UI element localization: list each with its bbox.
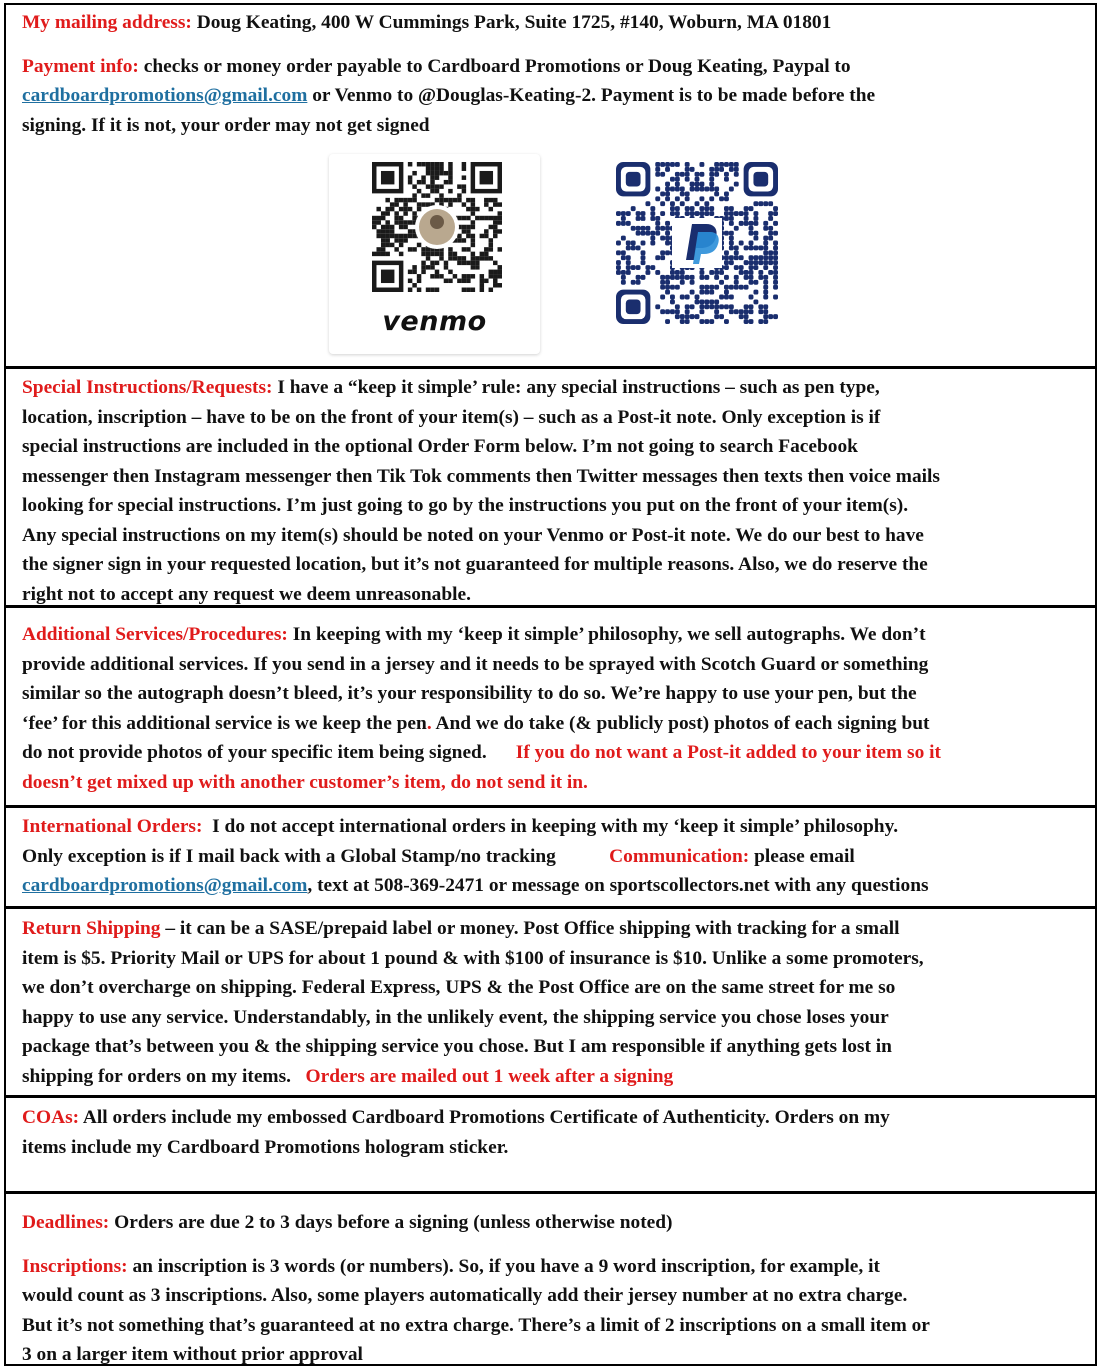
- communication-email-link[interactable]: cardboardpromotions@gmail.com: [22, 875, 308, 896]
- address-payment-section: [4, 3, 1097, 368]
- inscriptions-label: Inscriptions:: [22, 1255, 128, 1277]
- communication-label: Communication:: [609, 845, 750, 867]
- special-line: looking for special instructions. I’m just going to go by the instructions you put on the front of your item(s).: [22, 495, 909, 516]
- inscriptions: [22, 1252, 1095, 1367]
- venmo-qr-icon: [372, 162, 502, 292]
- shipping-line: – it can be a SASE/prepaid label or money. Post Office shipping with tracking for a small: [165, 918, 900, 939]
- additional-services-label: Additional Services/Procedures:: [22, 624, 288, 645]
- additional-line: In keeping with my ‘keep it simple’ philosophy, we sell autographs. We don’t: [292, 624, 926, 645]
- additional-line: do not provide photos of your specific item being signed.: [22, 742, 487, 763]
- deadlines-inscriptions-section: [4, 1192, 1097, 1366]
- inscriptions-line: 3 on a larger item without prior approval: [22, 1344, 363, 1365]
- special-line: Any special instructions on my item(s) should be noted on your Venmo or Post-it note. We do our best to have: [22, 524, 924, 546]
- payment-info-line2: or Venmo to @Douglas-Keating-2. Payment is to be made before the: [312, 85, 876, 106]
- inscriptions-line: would count as 3 inscriptions. Also, some players automatically add their jersey number at no extra charge.: [22, 1285, 908, 1306]
- coas: [22, 1103, 1095, 1162]
- international-orders: [22, 812, 1095, 901]
- special-instructions-label: Special Instructions/Requests:: [22, 377, 273, 398]
- qr-codes: [22, 140, 1095, 360]
- post-it-warning: doesn’t get mixed up with another customer’s item, do not send it in.: [22, 771, 588, 793]
- international-line1: I do not accept international orders in keeping with my ‘keep it simple’ philosophy.: [212, 816, 899, 837]
- international-orders-label: International Orders:: [22, 816, 203, 837]
- deadlines: [22, 1208, 1095, 1238]
- shipping-line: item is $5. Priority Mail or UPS for about 1 pound & with $100 of insurance is $10. Unlike a some promoters,: [22, 947, 924, 969]
- special-line: special instructions are included in the optional Order Form below. I’m not going to search Facebook: [22, 436, 858, 457]
- shipping-line: happy to use any service. Understandably, in the unlikely event, the shipping service you chose loses your: [22, 1006, 889, 1028]
- coas-label: COAs:: [22, 1107, 80, 1128]
- communication-line3: , text at 508-369-2471 or message on sportscollectors.net with any questions: [307, 875, 929, 896]
- shipping-line: package that’s between you & the shipping service you chose. But I am responsible if anything gets lost in: [22, 1036, 892, 1057]
- payment-info-label: Payment info:: [22, 55, 139, 77]
- additional-red-dot: .: [426, 712, 432, 734]
- additional-services-section: [4, 606, 1097, 807]
- special-instructions-section: [4, 367, 1097, 607]
- post-it-warning: If you do not want a Post-it added to your item so it: [515, 742, 941, 763]
- inscriptions-line: But it’s not something that’s guaranteed at no extra charge. There’s a limit of 2 inscriptions on a small item or: [22, 1314, 930, 1336]
- mailing-address: [22, 8, 1095, 38]
- additional-services: [22, 620, 1095, 797]
- special-line: right not to accept any request we deem unreasonable.: [22, 583, 472, 605]
- additional-line: ‘fee’ for this additional service is we keep the pen: [22, 712, 427, 734]
- additional-line: provide additional services. If you send in a jersey and it needs to be sprayed with Scotch Guard or something: [22, 653, 929, 675]
- payment-email-link[interactable]: cardboardpromotions@gmail.com: [22, 85, 308, 106]
- shipping-line: shipping for orders on my items.: [22, 1065, 291, 1087]
- shipping-line: we don’t overcharge on shipping. Federal Express, UPS & the Post Office are on the same street for me so: [22, 977, 896, 998]
- coas-line: items include my Cardboard Promotions hologram sticker.: [22, 1136, 509, 1158]
- return-shipping-label: Return Shipping: [22, 918, 161, 939]
- venmo-qr-code: [329, 154, 540, 354]
- mailing-address-text: Doug Keating, 400 W Cummings Park, Suite 1725, #140, Woburn, MA 01801: [196, 12, 832, 33]
- special-line: messenger then Instagram messenger then Tik Tok comments then Twitter messages then texts then voice mails: [22, 465, 940, 487]
- payment-info-line1: checks or money order payable to Cardboard Promotions or Doug Keating, Paypal to: [143, 55, 851, 77]
- deadlines-label: Deadlines:: [22, 1212, 110, 1233]
- special-line: location, inscription – have to be on the front of your item(s) – such as a Post-it note. Only exception is if: [22, 406, 881, 428]
- return-shipping: [22, 914, 1095, 1091]
- payment-info: [22, 52, 1095, 141]
- deadlines-text: Orders are due 2 to 3 days before a signing (unless otherwise noted): [114, 1212, 673, 1233]
- international-orders-section: [4, 806, 1097, 908]
- paypal-qr-icon: [616, 162, 778, 324]
- international-line2: Only exception is if I mail back with a Global Stamp/no tracking: [22, 845, 556, 867]
- return-shipping-section: [4, 907, 1097, 1097]
- mailing-address-label: My mailing address:: [22, 12, 192, 33]
- special-instructions: [22, 373, 1095, 609]
- special-line: the signer sign in your requested location, but it’s not guaranteed for multiple reasons. Also, we do reserve the: [22, 554, 928, 575]
- paypal-qr-code: [616, 162, 778, 324]
- additional-line: similar so the autograph doesn’t bleed, it’s your responsibility to do so. We’re happy to use your pen, but the: [22, 683, 917, 704]
- coas-section: [4, 1096, 1097, 1193]
- venmo-label: venmo: [382, 306, 487, 337]
- payment-info-line3: signing. If it is not, your order may not get signed: [22, 114, 430, 136]
- inscriptions-line: an inscription is 3 words (or numbers). So, if you have a 9 word inscription, for example, it: [132, 1255, 880, 1277]
- coas-line: All orders include my embossed Cardboard Promotions Certificate of Authenticity. Orders on my: [82, 1107, 890, 1128]
- special-line: I have a “keep it simple’ rule: any special instructions – such as pen type,: [277, 377, 880, 398]
- communication-text: please email: [754, 845, 855, 867]
- mailed-out-note: Orders are mailed out 1 week after a signing: [305, 1065, 674, 1087]
- additional-line: And we do take (& publicly post) photos of each signing but: [431, 712, 930, 734]
